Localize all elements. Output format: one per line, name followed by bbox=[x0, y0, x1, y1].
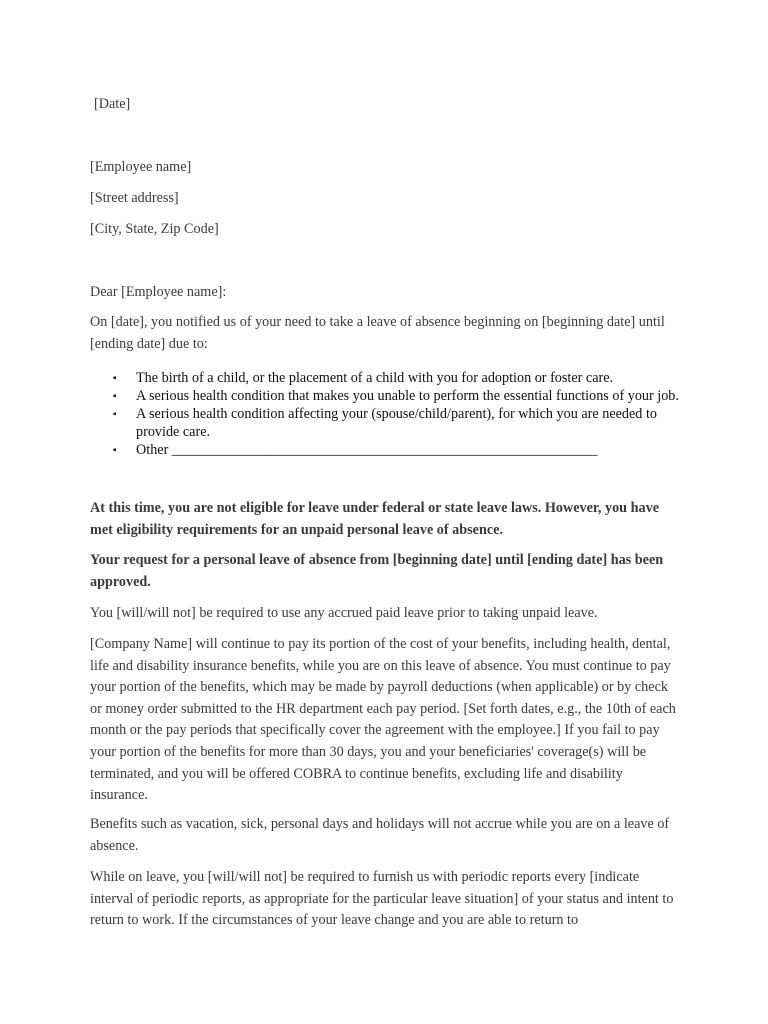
letter-date: [Date] bbox=[94, 96, 131, 112]
bullet-icon: ▪ bbox=[113, 409, 117, 421]
periodic-reports-paragraph: While on leave, you [will/will not] be required to furnish us with periodic reports every [indicate interval of periodic reports, as appropriate for the particular leave situation] of your status and intent to return to work. If the circumstances of your leave change and you are able to return to bbox=[90, 869, 674, 929]
approval-paragraph: Your request for a personal leave of absence from [beginning date] until [ending date] has been approved. bbox=[90, 552, 664, 590]
bullet-icon: ▪ bbox=[113, 373, 117, 384]
bullet-icon: ▪ bbox=[113, 444, 117, 456]
accrual-paragraph: Benefits such as vacation, sick, personal days and holidays will not accrue while you are on a leave of absence. bbox=[90, 816, 670, 854]
list-item bbox=[90, 442, 680, 459]
reason-text: A serious health condition that makes you unable to perform the essential functions of your job. bbox=[136, 388, 679, 405]
employee-name: [Employee name] bbox=[90, 159, 192, 175]
benefits-paragraph: [Company Name] will continue to pay its portion of the cost of your benefits, including health, dental, life and disability insurance benefits, while you are on this leave of absence. You must continue to pay your portion of the benefits, which may be made by payroll deductions (when applicable) or by check or money order submitted to the HR department each pay period. [Set forth dates, e.g., the 10th of each month or the pay periods that specifically cover the agreement with the employee.] If you fail to pay your portion of the benefits for more than 30 days, you and your beneficiaries' coverage(s) will be terminated, and you will be offered COBRA to continue benefits, excluding life and disability insurance. bbox=[90, 636, 676, 804]
list-item bbox=[90, 388, 680, 405]
reason-text: The birth of a child, or the placement of a child with you for adoption or foster care. bbox=[136, 370, 614, 386]
reason-text: Other ____________________________________________________________ bbox=[136, 441, 598, 458]
list-item bbox=[90, 406, 680, 440]
city-state-zip: [City, State, Zip Code] bbox=[90, 221, 219, 237]
street-address: [Street address] bbox=[90, 190, 179, 206]
eligibility-paragraph: At this time, you are not eligible for leave under federal or state leave laws. However, you have met eligibility requirements for an unpaid personal leave of absence. bbox=[90, 500, 659, 538]
accrued-leave-paragraph: You [will/will not] be required to use any accrued paid leave prior to taking unpaid leave. bbox=[90, 605, 598, 621]
bullet-icon: ▪ bbox=[113, 391, 117, 403]
leave-reasons-list bbox=[90, 370, 680, 460]
salutation: Dear [Employee name]: bbox=[90, 284, 227, 300]
reason-text: A serious health condition affecting your (spouse/child/parent), for which you are needed to provide care. bbox=[136, 406, 657, 440]
intro-paragraph: On [date], you notified us of your need to take a leave of absence beginning on [beginning date] until [ending date] due to: bbox=[90, 314, 665, 352]
list-item bbox=[90, 370, 680, 387]
